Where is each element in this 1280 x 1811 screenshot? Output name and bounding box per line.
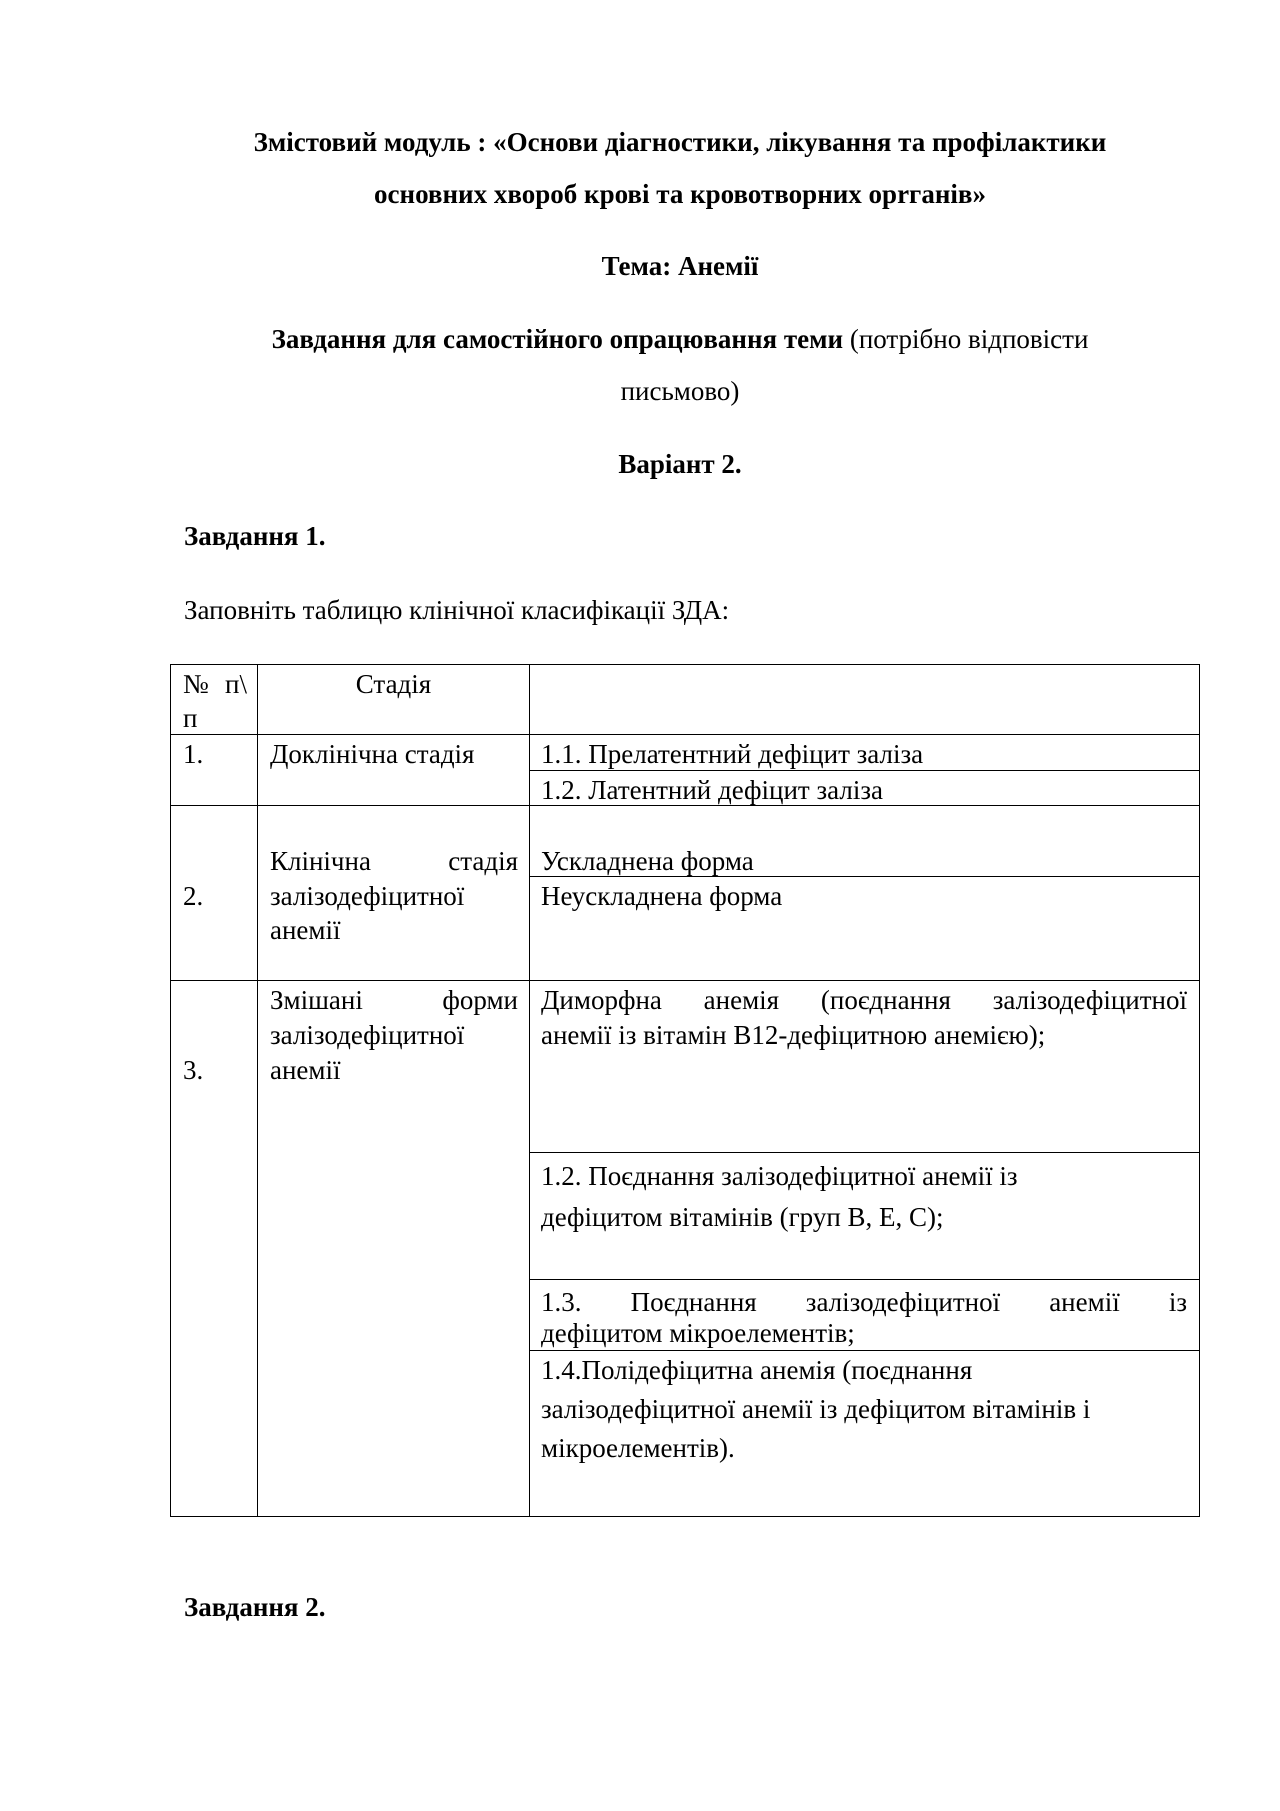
- row2-stage-word-2: стадія: [448, 846, 518, 876]
- row2-stage-line-3: анемії: [270, 915, 341, 945]
- row3-sub3-word-3: залізодефіцитної: [805, 1287, 1001, 1317]
- row1-sub2: 1.2. Латентний дефіцит заліза: [541, 775, 883, 805]
- row2-stage-line-1: [270, 845, 518, 877]
- topic-title: Тема: Анемії: [601, 251, 759, 281]
- table-border-bottom: [170, 1516, 1200, 1517]
- row3-num: 3.: [183, 1055, 204, 1085]
- row3-sub1-word-4: залізодефіцитної: [992, 985, 1187, 1015]
- row2-num: 2.: [183, 881, 204, 911]
- task-description-bold: Завдання для самостійного опрацювання теми: [271, 324, 844, 354]
- row3-sub3-word-2: Поєднання: [630, 1287, 757, 1317]
- module-title-line-2: основних хвороб крові та кровотворних орrганів»: [374, 179, 986, 209]
- row3-sub3-word-4: анемії: [1049, 1287, 1120, 1317]
- table-line-col2: [529, 664, 530, 1517]
- task-description-line-2: письмово): [620, 376, 740, 406]
- row3-sub1-line-1: [541, 984, 1187, 1016]
- header-num-symbol: №: [183, 669, 209, 699]
- row3-sub1-word-3: (поєднання: [820, 985, 951, 1015]
- row3-sub3-word-5: із: [1168, 1287, 1187, 1317]
- row3-sub1-word-1: Диморфна: [541, 985, 662, 1015]
- row1-num: 1.: [183, 739, 204, 769]
- header-num-line-2: п: [183, 703, 198, 733]
- module-title-line-1: Змістовий модуль : «Основи діагностики, лікування та профілактики: [253, 127, 1107, 157]
- table-line-col1: [257, 664, 258, 1517]
- row1-sub1: 1.1. Прелатентний дефіцит заліза: [541, 739, 924, 769]
- table-line-row3-sub3: [529, 1350, 1200, 1351]
- header-stage: Стадія: [355, 669, 432, 699]
- row3-sub4-line-3: мікроелементів).: [541, 1433, 735, 1463]
- row2-sub1: Ускладнена форма: [541, 846, 754, 876]
- table-border-left: [170, 664, 171, 1517]
- row1-stage: Доклінічна стадія: [270, 739, 475, 769]
- row3-stage-line-3: анемії: [270, 1055, 341, 1085]
- task-description-normal: (потрібно відповісти: [843, 324, 1089, 354]
- table-border-right: [1199, 664, 1200, 1517]
- task2-heading: Завдання 2.: [184, 1592, 326, 1622]
- row3-stage-line-2: залізодефіцитної: [270, 1020, 465, 1050]
- table-line-header-bottom: [170, 734, 1200, 735]
- row2-stage-line-2: залізодефіцитної: [270, 881, 465, 911]
- row3-sub3-line-1: [541, 1286, 1187, 1318]
- table-line-row2-bottom: [170, 980, 1200, 981]
- table-line-row3-sub2: [529, 1279, 1200, 1280]
- row3-sub3-word-1: 1.3.: [541, 1287, 582, 1317]
- row3-sub4-line-2: залізодефіцитної анемії із дефіцитом вітамінів і: [541, 1394, 1091, 1424]
- row3-sub1-line-2: анемії із вітамін В12-дефіцитною анемією);: [541, 1020, 1046, 1050]
- row3-sub2-line-2: дефіцитом вітамінів (груп В, Е, С);: [541, 1202, 944, 1232]
- row3-stage-word-1: Змішані: [270, 985, 363, 1015]
- row3-stage-word-2: форми: [442, 985, 518, 1015]
- table-border-top: [170, 664, 1200, 665]
- row3-sub1-word-2: анемія: [703, 985, 780, 1015]
- row3-sub2-line-1: 1.2. Поєднання залізодефіцитної анемії із: [541, 1161, 1018, 1191]
- row3-sub3-line-2: дефіцитом мікроелементів;: [541, 1318, 855, 1348]
- row2-stage-word-1: Клінічна: [270, 846, 371, 876]
- variant-title: Варіант 2.: [618, 449, 742, 479]
- row3-sub4-line-1: 1.4.Полідефіцитна анемія (поєднання: [541, 1355, 973, 1385]
- row2-sub2: Неускладнена форма: [541, 881, 783, 911]
- table-line-row1-sub: [529, 770, 1200, 771]
- table-line-row3-sub1: [529, 1152, 1200, 1153]
- task1-instruction: Заповніть таблицю клінічної класифікації ЗДА:: [184, 595, 730, 625]
- header-num-slash: п\: [225, 669, 247, 699]
- header-num-line-1: [183, 668, 247, 700]
- row3-stage-line-1: [270, 984, 518, 1016]
- task1-heading: Завдання 1.: [184, 521, 326, 551]
